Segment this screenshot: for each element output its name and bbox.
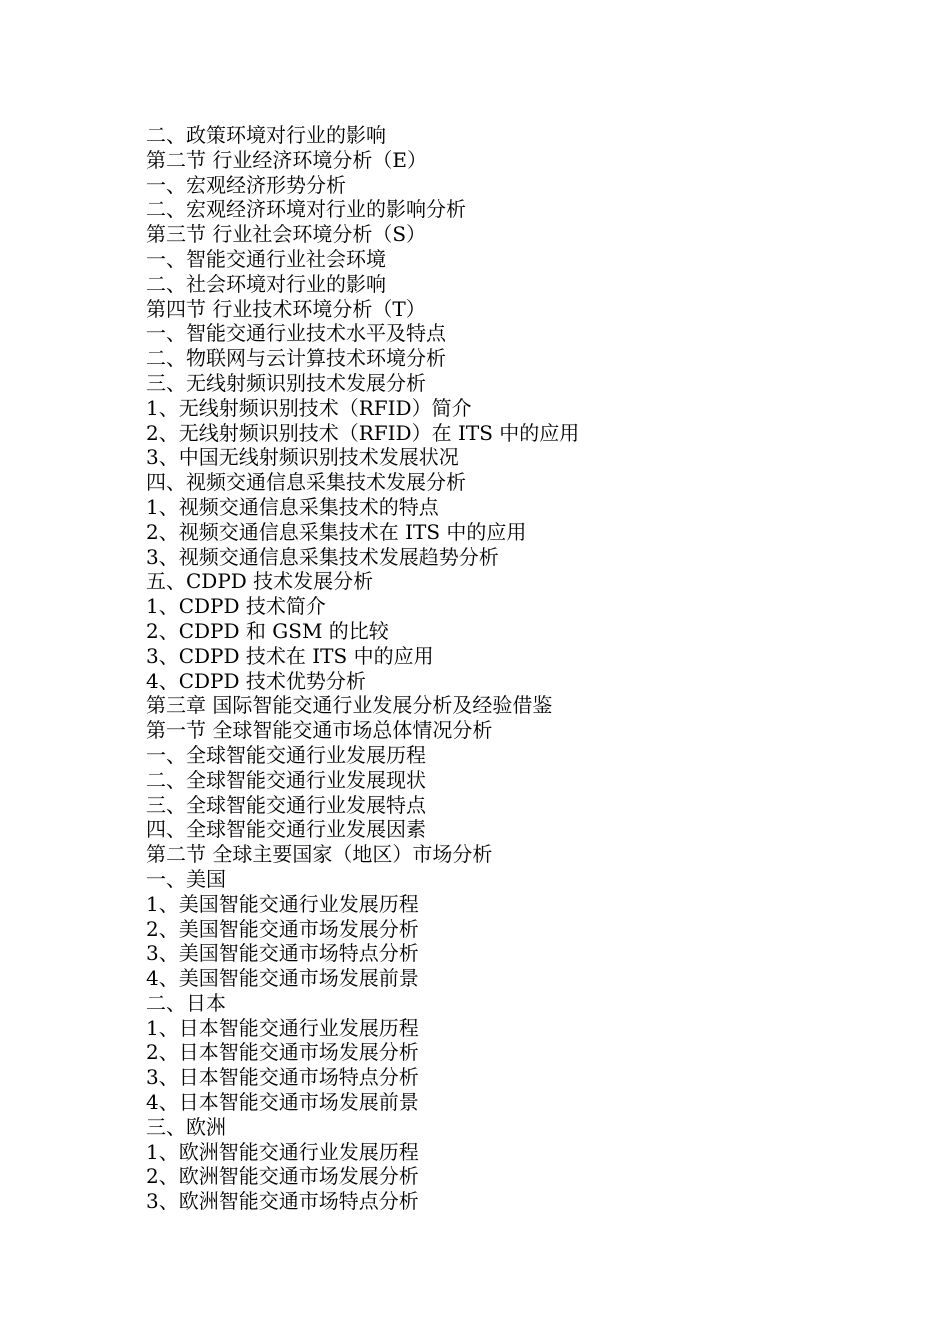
toc-line: 3、CDPD 技术在 ITS 中的应用 [146,643,434,668]
toc-line: 1、CDPD 技术简介 [146,594,326,619]
toc-line: 二、政策环境对行业的影响 [146,123,386,147]
toc-line: 五、CDPD 技术发展分析 [146,569,374,594]
toc-line: 2、CDPD 和 GSM 的比较 [146,618,389,643]
toc-line: 第一节 全球智能交通市场总体情况分析 [146,718,493,743]
table-of-contents [146,123,846,1214]
toc-line: 3、欧洲智能交通市场特点分析 [146,1189,419,1214]
toc-line: 第三章 国际智能交通行业发展分析及经验借鉴 [146,693,553,718]
toc-line: 1、无线射频识别技术（RFID）简介 [146,395,472,420]
toc-line: 四、全球智能交通行业发展因素 [146,817,426,842]
toc-line: 第二节 全球主要国家（地区）市场分析 [146,842,493,867]
toc-line: 4、美国智能交通市场发展前景 [146,966,419,991]
toc-line: 一、智能交通行业技术水平及特点 [146,321,446,346]
toc-line: 1、美国智能交通行业发展历程 [146,891,419,916]
toc-line: 1、日本智能交通行业发展历程 [146,1015,419,1040]
toc-line: 2、日本智能交通市场发展分析 [146,1040,419,1065]
toc-line: 2、美国智能交通市场发展分析 [146,916,419,941]
toc-line: 4、日本智能交通市场发展前景 [146,1090,419,1115]
toc-line: 一、宏观经济形势分析 [146,172,346,197]
toc-line: 4、CDPD 技术优势分析 [146,668,366,693]
toc-line: 3、中国无线射频识别技术发展状况 [146,445,459,470]
toc-line: 二、社会环境对行业的影响 [146,271,386,296]
toc-line: 一、美国 [146,866,226,891]
toc-line: 第二节 行业经济环境分析（E） [146,147,427,172]
toc-line: 三、无线射频识别技术发展分析 [146,370,426,395]
toc-line: 二、物联网与云计算技术环境分析 [146,346,446,371]
toc-line: 三、全球智能交通行业发展特点 [146,792,426,817]
toc-line: 二、宏观经济环境对行业的影响分析 [146,197,466,222]
toc-line: 二、日本 [146,990,226,1015]
toc-line: 第三节 行业社会环境分析（S） [146,222,427,247]
toc-line: 3、美国智能交通市场特点分析 [146,941,419,966]
toc-line: 二、全球智能交通行业发展现状 [146,767,426,792]
toc-line: 四、视频交通信息采集技术发展分析 [146,470,466,495]
toc-line: 三、欧洲 [146,1114,226,1139]
toc-line: 1、视频交通信息采集技术的特点 [146,494,439,519]
toc-line: 一、全球智能交通行业发展历程 [146,742,426,767]
toc-line: 3、视频交通信息采集技术发展趋势分析 [146,544,499,569]
toc-line: 2、无线射频识别技术（RFID）在 ITS 中的应用 [146,420,580,445]
toc-line: 2、视频交通信息采集技术在 ITS 中的应用 [146,519,527,544]
toc-line: 一、智能交通行业社会环境 [146,246,386,271]
toc-line: 3、日本智能交通市场特点分析 [146,1065,419,1090]
toc-line: 2、欧洲智能交通市场发展分析 [146,1164,419,1189]
toc-line: 第四节 行业技术环境分析（T） [146,296,426,321]
toc-line: 1、欧洲智能交通行业发展历程 [146,1139,419,1164]
